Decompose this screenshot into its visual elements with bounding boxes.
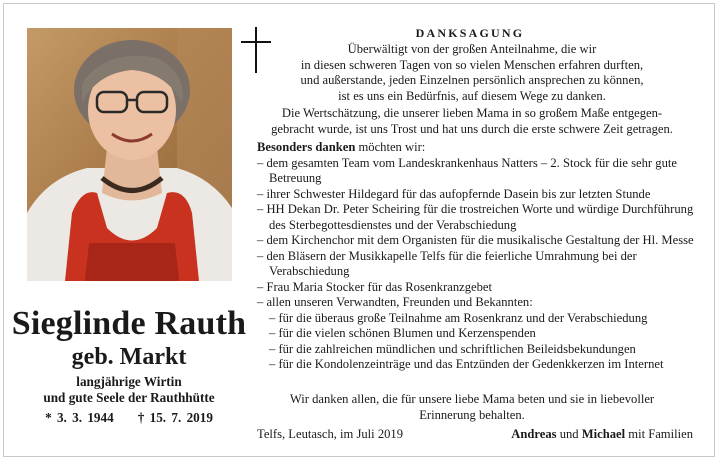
appreciation-line: Die Wertschätzung, die unserer lieben Mama in so großem Maße entgegen- [281, 106, 663, 120]
appreciation-line: gebracht wurde, ist uns Trost und hat uns durch die erste schwere Zeit getragen. [271, 121, 673, 136]
list-item: – dem gesamten Team vom Landeskrankenhaus Natters – 2. Stock für die sehr gute Betreuung [257, 155, 677, 185]
intro-line: und außerstande, jeden Einzelnen persönlich ansprechen zu können, [300, 73, 644, 87]
signer-2: Michael [581, 427, 626, 441]
list-item: – dem Kirchenchor mit dem Organisten für die musikalische Gestaltung der Hl. Messe [257, 233, 694, 247]
role-line-2: und gute Seele der Rauthhütte [43, 390, 215, 405]
list-item: – ihrer Schwester Hildegard für das aufopfernde Dasein bis zur letzten Stunde [257, 186, 651, 201]
closing-line: Wir danken allen, die für unsere liebe Mama beten und sie in liebevoller [289, 392, 655, 406]
signature-suffix: mit Familien [625, 427, 693, 441]
intro-line: ist es uns ein Bedürfnis, auf diesem Wege zu danken. [338, 88, 606, 103]
sub-list-item: – für die Kondolenzeinträge und das Entzünden der Gedenkkerzen im Internet [269, 357, 664, 371]
thanks-intro-bold: Besonders danken [257, 140, 356, 154]
signer-1: Andreas [511, 427, 557, 441]
appreciation-paragraph [262, 106, 682, 137]
list-item: – HH Dekan Dr. Peter Scheiring für die trostreichen Worte und würdige Durchführung des Sterbegottesdienstes und der Verabschiedung [257, 202, 694, 232]
closing-line: Erinnerung behalten. [419, 407, 525, 422]
deceased-name: Sieglinde Rauth [11, 305, 247, 342]
death-date: † 15. 7. 2019 [137, 410, 213, 425]
list-item: – allen unseren Verwandten, Freunden und Bekannten: [257, 295, 533, 309]
thanks-list [257, 140, 697, 373]
intro-paragraph [262, 42, 682, 104]
sub-list-item: – für die zahlreichen mündlichen und schriftlichen Beileidsbekundungen [269, 341, 636, 356]
sub-list-item: – für die überaus große Teilnahme am Rosenkranz und der Verabschiedung [269, 310, 648, 325]
maiden-name: geb. Markt [71, 344, 187, 370]
life-dates [8, 410, 250, 426]
signature-connector: und [556, 427, 582, 441]
list-item: – den Bläsern der Musikkapelle Telfs für die feierliche Umrahmung bei der Verabschiedung [257, 248, 637, 278]
signature [511, 427, 693, 442]
notice-title: DANKSAGUNG [415, 26, 525, 40]
role-line-1: langjährige Wirtin [76, 374, 182, 389]
thanks-intro-rest: möchten wir: [355, 140, 426, 154]
closing-paragraph [262, 392, 682, 423]
place-date: Telfs, Leutasch, im Juli 2019 [257, 427, 404, 441]
deceased-role [8, 374, 250, 406]
intro-line: in diesen schweren Tagen von so vielen Menschen erfahren durften, [300, 57, 644, 72]
intro-line: Überwältigt von der großen Anteilnahme, die wir [347, 42, 597, 56]
birth-date: * 3. 3. 1944 [45, 410, 114, 425]
sub-list-item: – für die vielen schönen Blumen und Kerzenspenden [269, 326, 536, 340]
list-item: – Frau Maria Stocker für das Rosenkranzgebet [257, 279, 493, 294]
portrait-photo [27, 28, 232, 281]
thanks-intro [257, 140, 697, 156]
